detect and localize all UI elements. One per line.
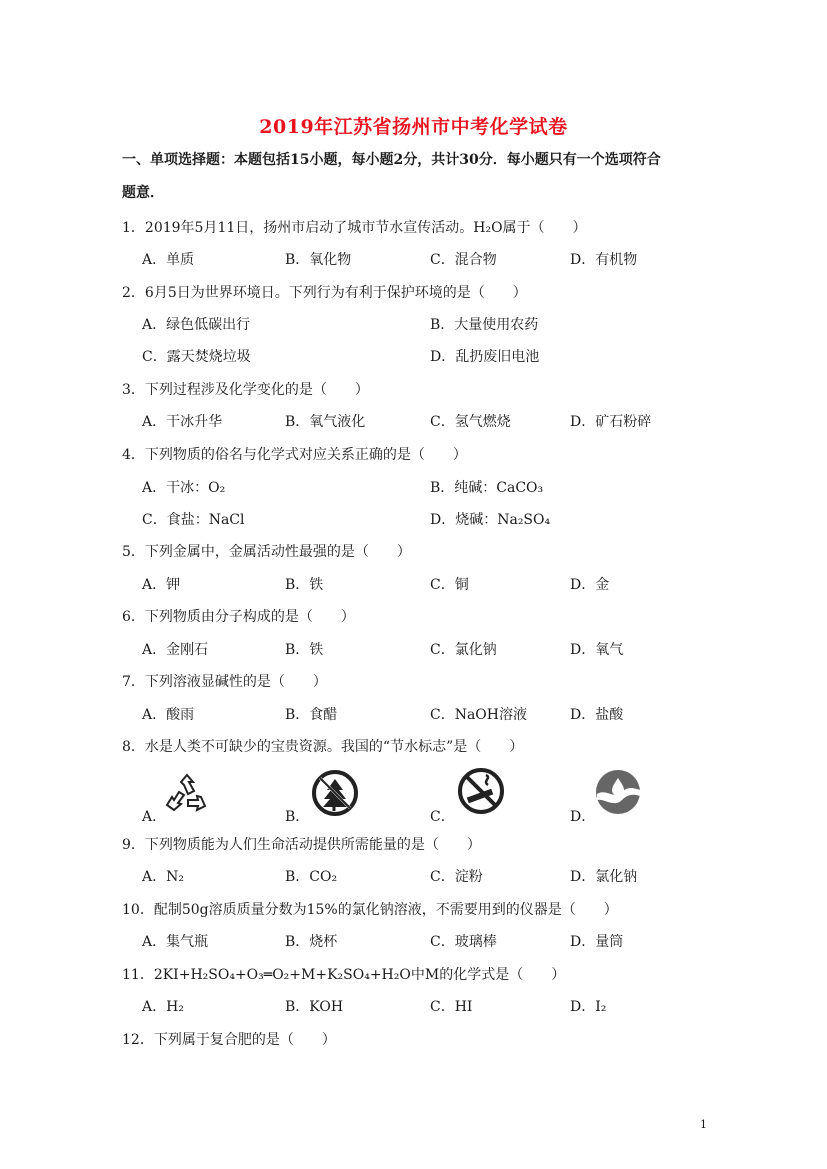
question-5-option-d: D．金 — [570, 577, 610, 593]
question-10-stem: 10．配制50g溶质质量分数为15%的氯化钠溶液，不需要用到的仪器是（ ） — [122, 902, 618, 918]
question-10-option-b: B．烧杯 — [285, 934, 338, 950]
question-6-stem: 6．下列物质由分子构成的是（ ） — [122, 609, 355, 625]
question-3-option-c: C．氢气燃烧 — [430, 414, 511, 430]
question-3-option-a: A．干冰升华 — [142, 414, 223, 430]
question-9-option-a: A．N₂ — [142, 869, 184, 885]
question-2-stem: 2．6月5日为世界环境日。下列行为有利于保护环境的是（ ） — [122, 285, 527, 301]
question-8-option-d: D． — [570, 809, 596, 825]
question-12-stem: 12．下列属于复合肥的是（ ） — [122, 1032, 336, 1048]
question-9-stem: 9．下列物质能为人们生命活动提供所需能量的是（ ） — [122, 837, 481, 853]
question-2-option-d: D．乱扔废旧电池 — [430, 349, 540, 365]
question-3-option-b: B．氧气液化 — [285, 414, 366, 430]
question-7-option-a: A．酸雨 — [142, 707, 195, 723]
question-1-stem: 1．2019年5月11日，扬州市启动了城市节水宣传活动。H₂O属于（ ） — [122, 220, 587, 236]
question-4-option-c: C．食盐：NaCl — [142, 512, 245, 528]
section-heading-line-2: 题意． — [122, 185, 164, 201]
question-6-option-a: A．金刚石 — [142, 642, 209, 658]
no-logging-icon — [310, 768, 360, 818]
question-7-option-d: D．盐酸 — [570, 707, 624, 723]
question-2-option-a: A．绿色低碳出行 — [142, 317, 251, 333]
question-9-option-c: C．淀粉 — [430, 869, 483, 885]
question-4-option-a: A．干冰：O₂ — [142, 480, 226, 496]
water-saving-icon — [594, 768, 642, 816]
question-8-stem: 8．水是人类不可缺少的宝贵资源。我国的“节水标志”是（ ） — [122, 739, 524, 755]
page-title: 2019年江苏省扬州市中考化学试卷 — [259, 116, 568, 138]
question-11-option-d: D．I₂ — [570, 999, 607, 1015]
page-number: 1 — [700, 1118, 707, 1131]
question-11-stem: 11．2KI+H₂SO₄+O₃═O₂+M+K₂SO₄+H₂O中M的化学式是（ ） — [122, 967, 566, 983]
question-5-option-c: C．铜 — [430, 577, 469, 593]
question-8-option-a: A． — [142, 809, 167, 825]
question-3-option-d: D．矿石粉碎 — [570, 414, 652, 430]
question-6-option-d: D．氧气 — [570, 642, 624, 658]
question-5-option-b: B．铁 — [285, 577, 324, 593]
question-7-option-b: B．食醋 — [285, 707, 338, 723]
question-10-option-a: A．集气瓶 — [142, 934, 209, 950]
question-8-option-c: C． — [430, 809, 455, 825]
question-1-option-b: B．氧化物 — [285, 252, 352, 268]
section-heading-line-1: 一、单项选择题：本题包括15小题，每小题2分，共计30分．每小题只有一个选项符合 — [122, 152, 661, 168]
question-9-option-b: B．CO₂ — [285, 869, 338, 885]
question-5-option-a: A．钾 — [142, 577, 181, 593]
question-11-option-b: B．KOH — [285, 999, 344, 1015]
question-3-stem: 3．下列过程涉及化学变化的是（ ） — [122, 382, 369, 398]
question-8-option-b: B． — [285, 809, 310, 825]
question-1-option-a: A．单质 — [142, 252, 195, 268]
question-11-option-a: A．H₂ — [142, 999, 184, 1015]
question-1-option-d: D．有机物 — [570, 252, 638, 268]
question-10-option-d: D．量筒 — [570, 934, 624, 950]
question-1-option-c: C．混合物 — [430, 252, 497, 268]
question-6-option-c: C．氯化钠 — [430, 642, 497, 658]
no-smoking-icon — [456, 766, 506, 816]
question-2-option-c: C．露天焚烧垃圾 — [142, 349, 251, 365]
question-11-option-c: C．HI — [430, 999, 473, 1015]
question-10-option-c: C．玻璃棒 — [430, 934, 497, 950]
question-7-stem: 7．下列溶液显碱性的是（ ） — [122, 674, 327, 690]
question-4-option-b: B．纯碱：CaCO₃ — [430, 480, 544, 496]
recycle-icon — [164, 772, 210, 818]
question-9-option-d: D．氯化钠 — [570, 869, 638, 885]
question-4-stem: 4．下列物质的俗名与化学式对应关系正确的是（ ） — [122, 447, 467, 463]
question-7-option-c: C．NaOH溶液 — [430, 707, 527, 723]
question-5-stem: 5．下列金属中，金属活动性最强的是（ ） — [122, 544, 411, 560]
question-2-option-b: B．大量使用农药 — [430, 317, 539, 333]
question-4-option-d: D．烧碱：Na₂SO₄ — [430, 512, 551, 528]
question-6-option-b: B．铁 — [285, 642, 324, 658]
